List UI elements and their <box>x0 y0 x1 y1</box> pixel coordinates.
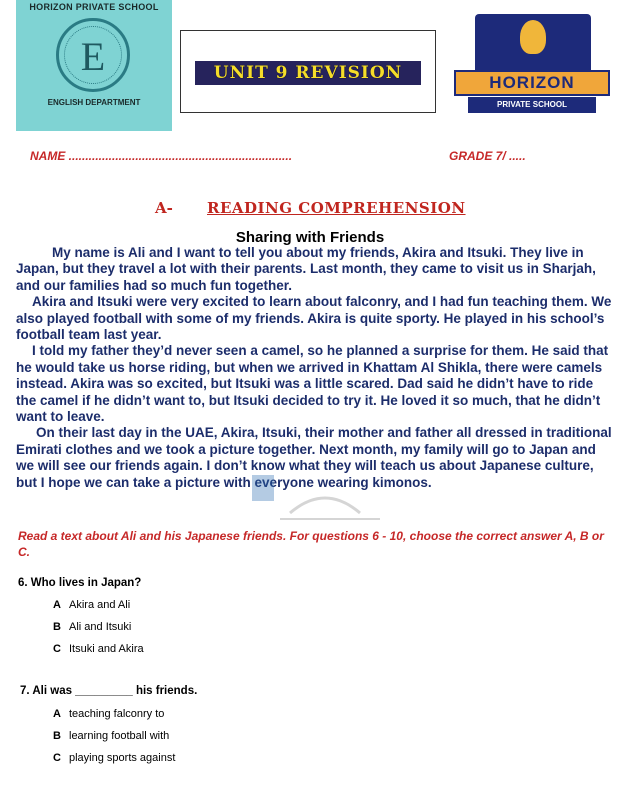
logo-school-name: HORIZON PRIVATE SCHOOL <box>29 2 159 12</box>
section-heading <box>155 199 466 217</box>
question-7: 7. Ali was _________ his friends. <box>20 685 198 697</box>
logo-banner: HORIZON <box>454 70 610 96</box>
option-7a[interactable]: A teaching falconry to <box>53 708 165 720</box>
option-6a[interactable]: A Akira and Ali <box>53 599 131 611</box>
option-7b[interactable]: B learning football with <box>53 730 170 742</box>
section-title: READING COMPREHENSION <box>207 199 466 217</box>
story-text <box>16 245 612 491</box>
story-paragraph: Akira and Itsuki were very excited to learn about falconry, and I had fun teaching them. We also played football with some of my friends. Akira is quite sporty. He played in his school’s football team last year. <box>16 294 612 343</box>
option-6c[interactable]: C Itsuki and Akira <box>53 643 144 655</box>
torch-flame-icon <box>520 20 546 54</box>
logo-subtitle: PRIVATE SCHOOL <box>468 97 596 113</box>
logo-letter: E <box>80 34 106 79</box>
option-6b[interactable]: B Ali and Itsuki <box>53 621 132 633</box>
horizon-school-logo <box>450 8 616 118</box>
title-box <box>180 30 436 113</box>
page-title: UNIT 9 REVISION <box>195 61 421 85</box>
watermark-logo <box>250 473 400 523</box>
option-7c[interactable]: C playing sports against <box>53 752 176 764</box>
question-6: 6. Who lives in Japan? <box>18 577 142 589</box>
story-title: Sharing with Friends <box>235 229 385 246</box>
story-paragraph: My name is Ali and I want to tell you about my friends, Akira and Itsuki. They live in Japan, but they travel a lot with their parents. Last month, they came to visit us in Sharjah, and our families had so much fun together. <box>16 245 596 293</box>
grade-field-label: GRADE 7/ ..... <box>449 149 526 163</box>
logo-department: ENGLISH DEPARTMENT <box>47 98 141 107</box>
story-paragraph: On their last day in the UAE, Akira, Itsuki, their mother and father all dressed in traditional Emirati clothes and we took a picture together. Next month, my family will go to Japan and we will see our friends again. I don’t know what they will teach us about Japanese culture, but I hope we can take a picture with everyone wearing kimonos. <box>16 425 612 490</box>
logo-emblem <box>56 18 130 92</box>
section-letter: A- <box>155 199 173 217</box>
story-paragraph: I told my father they’d never seen a camel, so he planned a surprise for them. He said that he would take us horse riding, but when we arrived in Khattam Al Shikla, there were camels instead. Akira was so excited, but Itsuki was a little scared. Dad said he didn’t have to ride the camel if he didn’t want to, but Itsuki decided to try it. He loved it so much, that he didn’t want to leave. <box>16 343 609 425</box>
name-field-label: NAME ................................................................... <box>30 149 293 163</box>
english-department-logo <box>16 0 172 131</box>
question-instructions: Read a text about Ali and his Japanese friends. For questions 6 - 10, choose the correct answer A, B or C. <box>18 529 604 559</box>
